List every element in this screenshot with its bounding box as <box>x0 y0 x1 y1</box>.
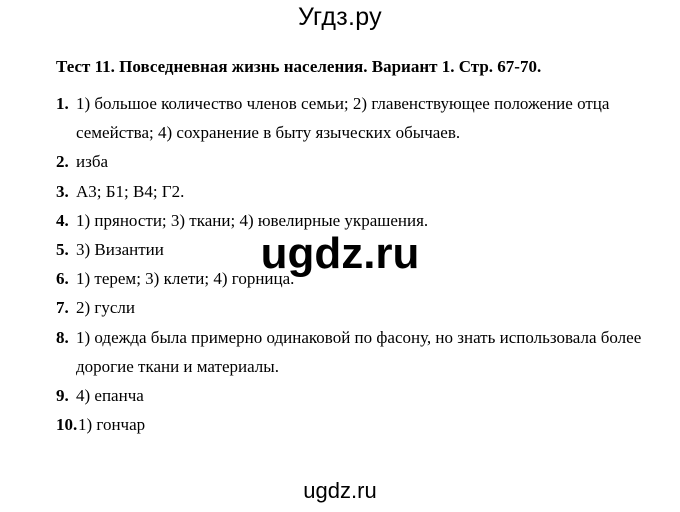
answer-number: 3. <box>56 181 69 201</box>
answer-number: 9. <box>56 386 69 406</box>
answer-text: 1) большое количество членов семьи; 2) главенствующее положение отца семейства; 4) сохранение в быту языческих обычаев. <box>76 94 610 143</box>
answer-list <box>56 89 656 439</box>
answer-item-7 <box>56 293 656 322</box>
answer-number: 4. <box>56 210 69 230</box>
answer-item-1 <box>56 89 656 147</box>
answer-item-8 <box>56 323 656 381</box>
site-footer-title: ugdz.ru <box>303 478 377 503</box>
answer-item-6 <box>56 264 656 293</box>
site-header-title: Угдз.ру <box>298 3 382 31</box>
answer-text: 1) терем; 3) клети; 4) горница. <box>76 269 295 289</box>
answer-text: 1) пряности; 3) ткани; 4) ювелирные украшения. <box>76 210 429 230</box>
answer-text: 1) гончар <box>78 415 146 435</box>
answer-number: 2. <box>56 152 69 172</box>
answer-text: А3; Б1; В4; Г2. <box>76 181 185 201</box>
answer-text: 4) епанча <box>76 386 144 406</box>
answer-item-5 <box>56 235 656 264</box>
answer-number: 5. <box>56 240 69 260</box>
answer-text: 3) Византии <box>76 240 164 260</box>
watermark: ugdz.ru <box>260 229 420 278</box>
answer-item-4 <box>56 206 656 235</box>
answer-item-9 <box>56 381 656 410</box>
answer-item-2 <box>56 147 656 176</box>
answer-number: 8. <box>56 327 69 347</box>
document-title: Тест 11. Повседневная жизнь населения. Вариант 1. Стр. 67-70. <box>56 57 542 76</box>
answer-number: 7. <box>56 298 69 318</box>
answer-number: 6. <box>56 269 69 289</box>
answer-text: 1) одежда была примерно одинаковой по фасону, но знать использовала более дорогие ткани и материалы. <box>76 327 642 376</box>
answer-item-10 <box>56 410 656 439</box>
answer-text: изба <box>76 152 109 172</box>
answer-item-3 <box>56 177 656 206</box>
answer-number: 10. <box>56 415 78 435</box>
answer-text: 2) гусли <box>76 298 136 318</box>
answer-number: 1. <box>56 94 69 113</box>
